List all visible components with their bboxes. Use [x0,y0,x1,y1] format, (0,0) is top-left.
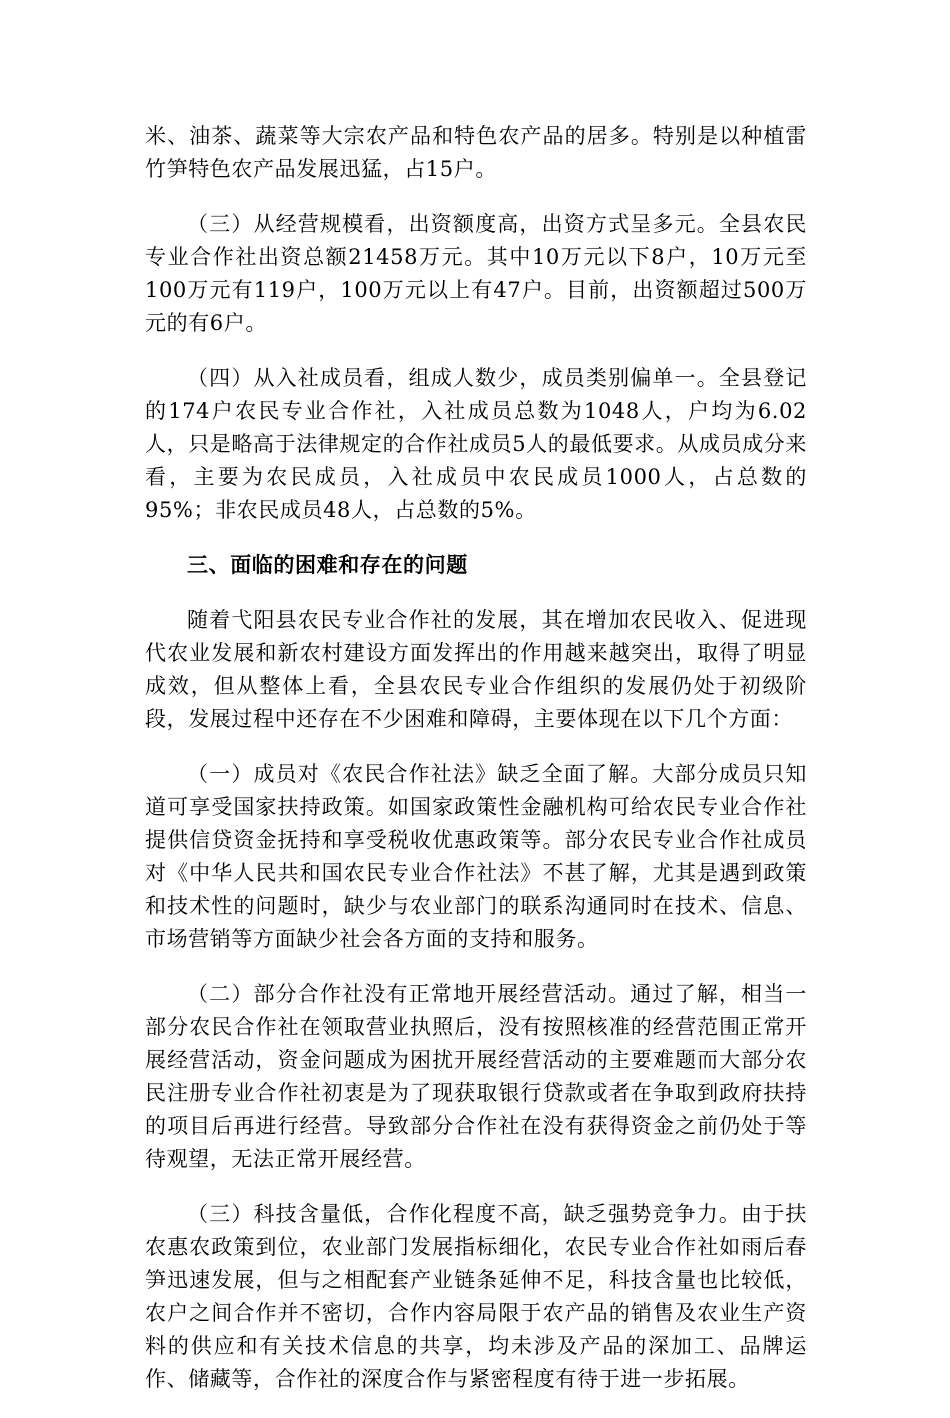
section-heading: 三、面临的困难和存在的问题 [187,553,468,577]
paragraph-intro: 随着弋阳县农民专业合作社的发展，其在增加农民收入、促进现代农业发展和新农村建设方面发挥出的作用越来越突出，取得了明显成效，但从整体上看，全县农民专业合作组织的发展仍处于初级阶段，发展过程中还存在不少困难和障碍，主要体现在以下几个方面： [145,608,807,731]
paragraph-issue-3: （三）科技含量低，合作化程度不高，缺乏强势竞争力。由于扶农惠农政策到位，农业部门发展指标细化，农民专业合作社如雨后春笋迅速发展，但与之相配套产业链条延伸不足，科技含量也比较低，农户之间合作并不密切，合作内容局限于农产品的销售及农业生产资料的供应和有关技术信息的共享，均未涉及产品的深加工、品牌运作、储藏等，合作社的深度合作与紧密程度有待于进一步拓展。 [145,1202,807,1391]
paragraph-continued: 米、油茶、蔬菜等大宗农产品和特色农产品的居多。特别是以种植雷竹笋特色农产品发展迅猛，占15户。 [145,124,807,181]
paragraph-business-scale: （三）从经营规模看，出资额度高，出资方式呈多元。全县农民专业合作社出资总额21458万元。其中10万元以下8户，10万元至100万元有119户，100万元以上有47户。目前，出资额超过500万元的有6户。 [145,212,807,335]
paragraph-issue-2: （二）部分合作社没有正常地开展经营活动。通过了解，相当一部分农民合作社在领取营业执照后，没有按照核准的经营范围正常开展经营活动，资金问题成为困扰开展经营活动的主要难题而大部分农民注册专业合作社初衷是为了现获取银行贷款或者在争取到政府扶持的项目后再进行经营。导致部分合作社在没有获得资金之前仍处于等待观望，无法正常开展经营。 [145,982,807,1171]
document-body [145,120,807,1418]
paragraph-membership: （四）从入社成员看，组成人数少，成员类别偏单一。全县登记的174户农民专业合作社，入社成员总数为1048人，户均为6.02人，只是略高于法律规定的合作社成员5人的最低要求。从成员成分来看，主要为农民成员，入社成员中农民成员1000人，占总数的95%；非农民成员48人，占总数的5%。 [145,366,807,522]
paragraph-issue-1: （一）成员对《农民合作社法》缺乏全面了解。大部分成员只知道可享受国家扶持政策。如国家政策性金融机构可给农民专业合作社提供信贷资金抚持和享受税收优惠政策等。部分农民专业合作社成员对《中华人民共和国农民专业合作社法》不甚了解，尤其是遇到政策和技术性的问题时，缺少与农业部门的联系沟通同时在技术、信息、市场营销等方面缺少社会各方面的支持和服务。 [145,762,807,951]
